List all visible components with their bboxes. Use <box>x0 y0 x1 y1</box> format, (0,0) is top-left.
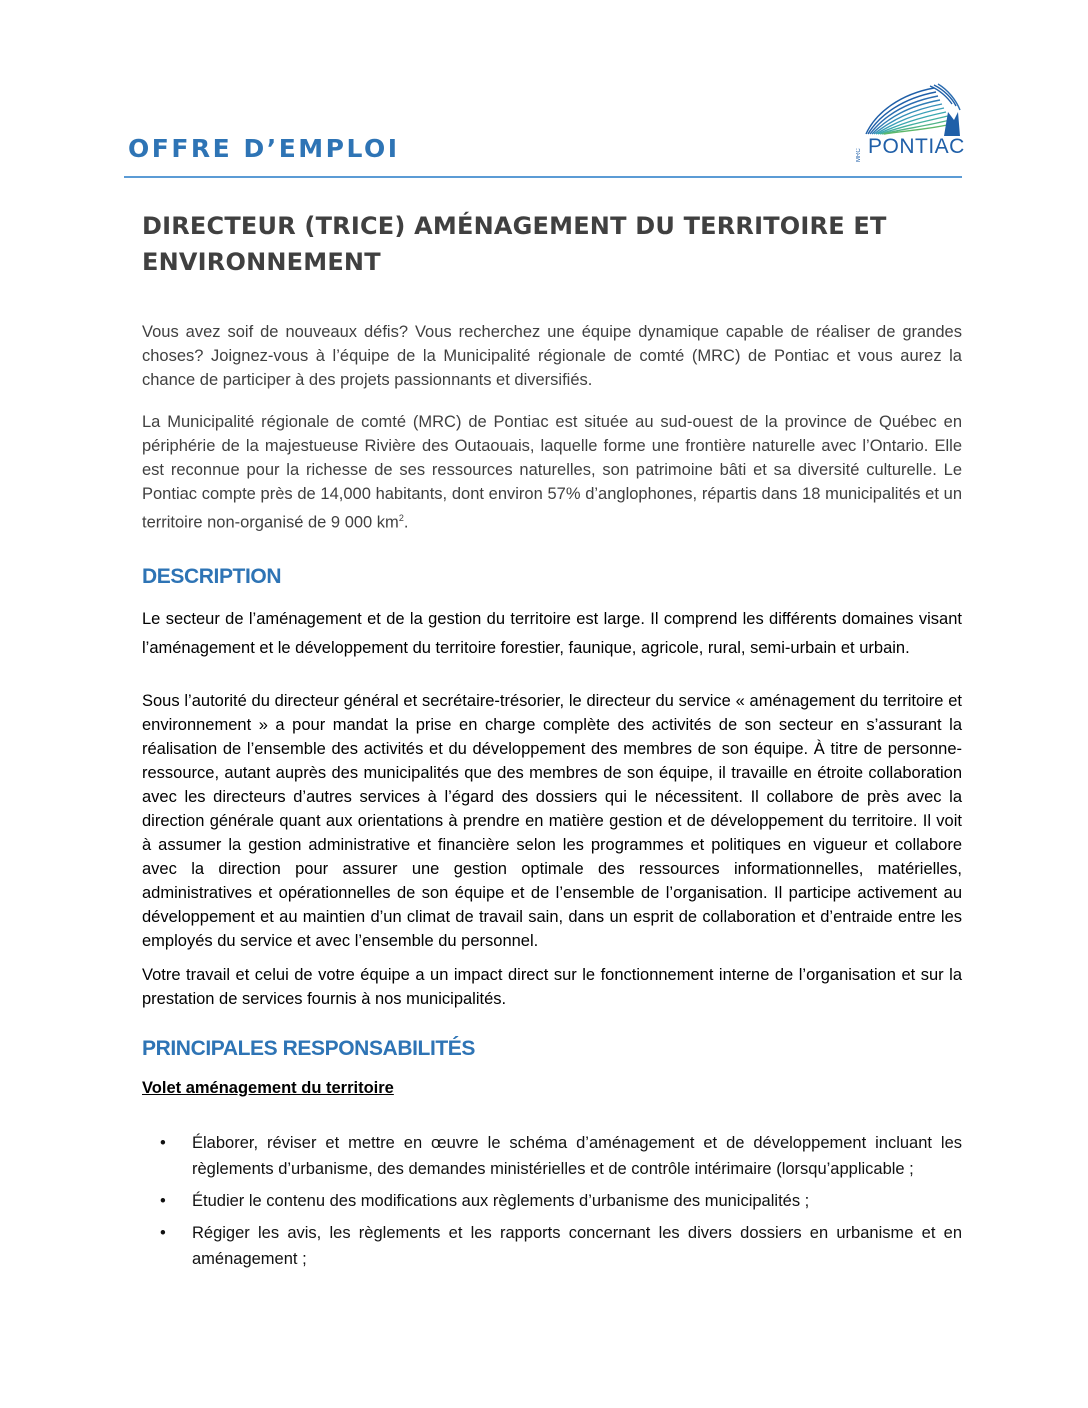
list-item <box>142 1130 962 1182</box>
list-item <box>142 1220 962 1272</box>
job-title: DIRECTEUR (TRICE) AMÉNAGEMENT DU TERRITOIRE ET ENVIRONNEMENT <box>142 212 887 276</box>
list-item <box>142 1188 962 1214</box>
description-paragraph-1: Le secteur de l’aménagement et de la gestion du territoire est large. Il comprend les différents domaines visant l’aménagement et le développement du territoire forestier, faunique, agricole, rural, semi-urbain et urbain. <box>142 609 962 657</box>
document-body <box>142 200 962 1278</box>
intro-paragraph-2-text: La Municipalité régionale de comté (MRC) de Pontiac est située au sud-ouest de la province de Québec en périphérie de la majestueuse Rivière des Outaouais, laquelle forme une frontière naturelle avec l’Ontario. Elle est reconnue pour la richesse de ses ressources naturelles, son patrimoine bâti et sa diversité culturelle. Le Pontiac compte près de 14,000 habitants, dont environ 57% d’anglophones, répartis dans 18 municipalités et un territoire non-organisé de 9 000 km <box>142 413 962 532</box>
description-paragraph-3: Votre travail et celui de votre équipe a un impact direct sur le fonctionnement interne de l’organisation et sur la prestation de services fournis à nos municipalités. <box>142 965 962 1008</box>
intro-paragraph-2-end: . <box>403 513 409 532</box>
list-item-text: Étudier le contenu des modifications aux règlements d’urbanisme des municipalités ; <box>192 1191 810 1210</box>
volet-subheading: Volet aménagement du territoire <box>142 1078 394 1097</box>
description-paragraph-2: Sous l’autorité du directeur général et secrétaire-trésorier, le directeur du service « aménagement du territoire et environnement » a pour mandat la prise en charge complète des activités de son secteur en s’assurant la réalisation de l’ensemble des activités et du développement des membres de son équipe. À titre de personne-ressource, autant auprès des municipalités que des membres de son équipe, il travaille en étroite collaboration avec les directeurs d’autres services à l’égard des dossiers qui le nécessitent. Il collabore de près avec la direction générale quant aux orientations à prendre en matière gestion et de développement du territoire. Il voit à assumer la gestion administrative et financière selon les programmes et politiques en vigueur et collabore avec la direction pour assurer une gestion optimale des ressources informationnelles, matérielles, administratives et opérationnelles de son équipe et de l’ensemble de l’organisation. Il participe activement au développement et au maintien d’un climat de travail sain, dans un esprit de collaboration et d’entraide entre les employés du service et avec l’ensemble du personnel. <box>142 691 962 950</box>
list-item-text: Régiger les avis, les règlements et les rapports concernant les divers dossiers en urbanisme et en aménagement ; <box>192 1223 962 1268</box>
intro-paragraph-2 <box>142 410 962 535</box>
superscript-2: 2 <box>398 513 404 523</box>
list-item-text: Élaborer, réviser et mettre en œuvre le schéma d’aménagement et de développement incluant les règlements d’urbanisme, des demandes ministérielles et de contrôle intérimaire (lorsqu’applicable ; <box>192 1133 962 1178</box>
bullet-icon: • <box>160 1223 166 1242</box>
bullet-icon: • <box>160 1191 166 1210</box>
logo-mrc-text: MRC <box>856 148 862 162</box>
responsibilities-heading: PRINCIPALES RESPONSABILITÉS <box>142 1036 476 1060</box>
bullet-icon: • <box>160 1133 166 1152</box>
intro-paragraph-1: Vous avez soif de nouveaux défis? Vous recherchez une équipe dynamique capable de réaliser de grandes choses? Joignez-vous à l’équipe de la Municipalité régionale de comté (MRC) de Pontiac et vous aurez la chance de participer à des projets passionnants et diversifiés. <box>142 323 962 389</box>
responsibilities-list <box>142 1130 962 1272</box>
offer-title: OFFRE D’EMPLOI <box>128 134 400 163</box>
logo-pontiac-text: PONTIAC <box>868 135 965 158</box>
description-heading: DESCRIPTION <box>142 564 282 588</box>
header-divider <box>124 176 962 178</box>
mrc-pontiac-logo <box>856 82 966 164</box>
logo-waves-icon <box>856 82 966 138</box>
